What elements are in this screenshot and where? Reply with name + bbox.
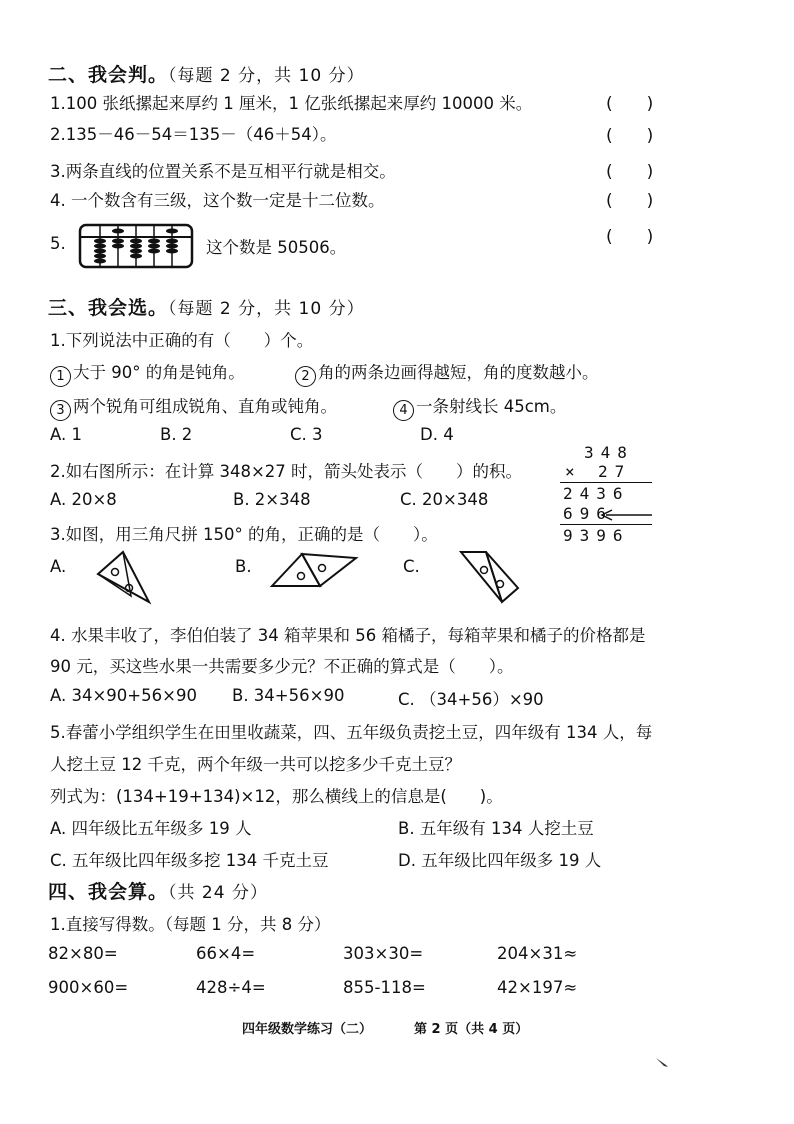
choice-q4-option-c[interactable]: C. （34+56）×90 [398,690,544,709]
choice-q1-option-b[interactable]: B. 2 [160,425,193,444]
statement-text: 两个锐角可组成锐角、直角或钝角。 [73,397,337,416]
calc-q1: 1.直接写得数。（每题 1 分，共 8 分） [50,915,331,934]
answer-paren-2[interactable]: ( ) [606,126,654,146]
choice-q1-statement-2 [295,359,599,387]
section4-title: 四、我会算。 [48,881,169,903]
choice-q5-option-b[interactable]: B. 五年级有 134 人挖土豆 [398,819,594,838]
choice-q2-option-a[interactable]: A. 20×8 [50,490,117,509]
section3-score: （每题 2 分，共 10 分） [168,299,365,319]
judge-item-4: 4. 一个数含有三级，这个数一定是十二位数。 [50,191,385,210]
choice-q5-option-c[interactable]: C. 五年级比四年级多挖 134 千克土豆 [50,851,329,870]
choice-q2-option-c[interactable]: C. 20×348 [400,490,489,509]
calc-item: 204×31≈ [497,944,578,963]
section2-score: （每题 2 分，共 10 分） [168,66,365,86]
circled-number: 3 [50,400,71,421]
calc-item: 855-118= [343,978,426,997]
choice-q1-statement-4 [393,393,566,421]
choice-q3-option-a[interactable]: A. [50,557,67,576]
statement-text: 大于 90° 的角是钝角。 [73,363,245,382]
choice-q5-line-2: 人挖土豆 12 千克，两个年级一共可以挖多少千克土豆？ [50,755,461,774]
triangle-ruler-b-icon [268,548,360,590]
choice-q1-option-c[interactable]: C. 3 [290,425,323,444]
choice-q2: 2.如右图所示：在计算 348×27 时，箭头处表示（ ）的积。 [50,462,523,481]
section2-heading [48,60,365,87]
answer-paren-4[interactable]: ( ) [606,191,654,211]
arrow-left-icon [598,508,654,522]
calc-product: 9396 [563,526,630,545]
choice-q4-option-b[interactable]: B. 34+56×90 [232,686,345,705]
choice-q5-option-d[interactable]: D. 五年级比四年级多 19 人 [398,851,602,870]
abacus-icon [78,222,196,272]
calc-multiplier: 27 [598,462,632,481]
circled-number: 1 [50,366,71,387]
judge-item-3: 3.两条直线的位置关系不是互相平行就是相交。 [50,162,396,181]
calc-item: 428÷4= [196,978,266,997]
choice-q1-option-d[interactable]: D. 4 [420,425,454,444]
answer-paren-5[interactable]: ( ) [606,227,654,247]
statement-text: 角的两条边画得越短，角的度数越小。 [318,363,599,382]
choice-q1-statement-1 [50,359,245,387]
section3-title: 三、我会选。 [48,297,169,319]
calc-partial-2: 696 [563,504,613,523]
pen-mark-icon [654,1055,670,1069]
footer-title: 四年级数学练习（二） [242,1022,373,1037]
choice-q2-option-b[interactable]: B. 2×348 [233,490,311,509]
calc-item: 66×4= [196,944,256,963]
choice-q4-line-1: 4. 水果丰收了，李伯伯装了 34 箱苹果和 56 箱橘子，每箱苹果和橘子的价格都是 [50,626,646,645]
choice-q1-statement-3 [50,393,337,421]
judge-item-2: 2.135－46－54＝135－（46＋54）。 [50,125,337,144]
calc-multiplicand: 348 [584,443,634,462]
answer-paren-3[interactable]: ( ) [606,162,654,182]
statement-text: 一条射线长 45cm。 [416,397,567,416]
footer-page: 第 2 页（共 4 页） [414,1022,529,1037]
calc-item: 303×30= [343,944,424,963]
calc-item: 82×80= [48,944,118,963]
section4-score: （共 24 分） [168,883,268,903]
judge-item-5-number: 5. [50,234,66,253]
section2-title: 二、我会判。 [48,64,169,86]
calc-times-sign: × [565,462,582,481]
choice-q5-line-1: 5.春蕾小学组织学生在田里收蔬菜，四、五年级负责挖土豆，四年级有 134 人，每 [50,723,653,742]
answer-paren-1[interactable]: ( ) [606,94,654,114]
calc-line-1 [560,482,652,483]
calc-item: 900×60= [48,978,129,997]
section4-heading [48,877,268,904]
choice-q5-option-a[interactable]: A. 四年级比五年级多 19 人 [50,819,252,838]
judge-item-5-text: 这个数是 50506。 [206,238,347,257]
triangle-ruler-a-icon [93,548,155,606]
circled-number: 2 [295,366,316,387]
circled-number: 4 [393,400,414,421]
choice-q1-option-a[interactable]: A. 1 [50,425,82,444]
calc-item: 42×197≈ [497,978,578,997]
calc-line-2 [560,524,652,525]
calc-partial-1: 2436 [563,484,630,503]
choice-q4-line-2: 90 元，买这些水果一共需要多少元？不正确的算式是（ ）。 [50,657,514,676]
choice-q1: 1.下列说法中正确的有（ ）个。 [50,331,314,350]
choice-q4-option-a[interactable]: A. 34×90+56×90 [50,686,197,705]
choice-q5-line-3: 列式为：(134+19+134)×12，那么横线上的信息是( )。 [50,787,503,806]
choice-q3: 3.如图，用三角尺拼 150° 的角，正确的是（ ）。 [50,525,438,544]
judge-item-1: 1.100 张纸摞起来厚约 1 厘米，1 亿张纸摞起来厚约 10000 米。 [50,94,533,113]
choice-q3-option-c[interactable]: C. [403,557,420,576]
triangle-ruler-c-icon [458,546,522,606]
choice-q3-option-b[interactable]: B. [235,557,252,576]
section3-heading [48,293,365,320]
